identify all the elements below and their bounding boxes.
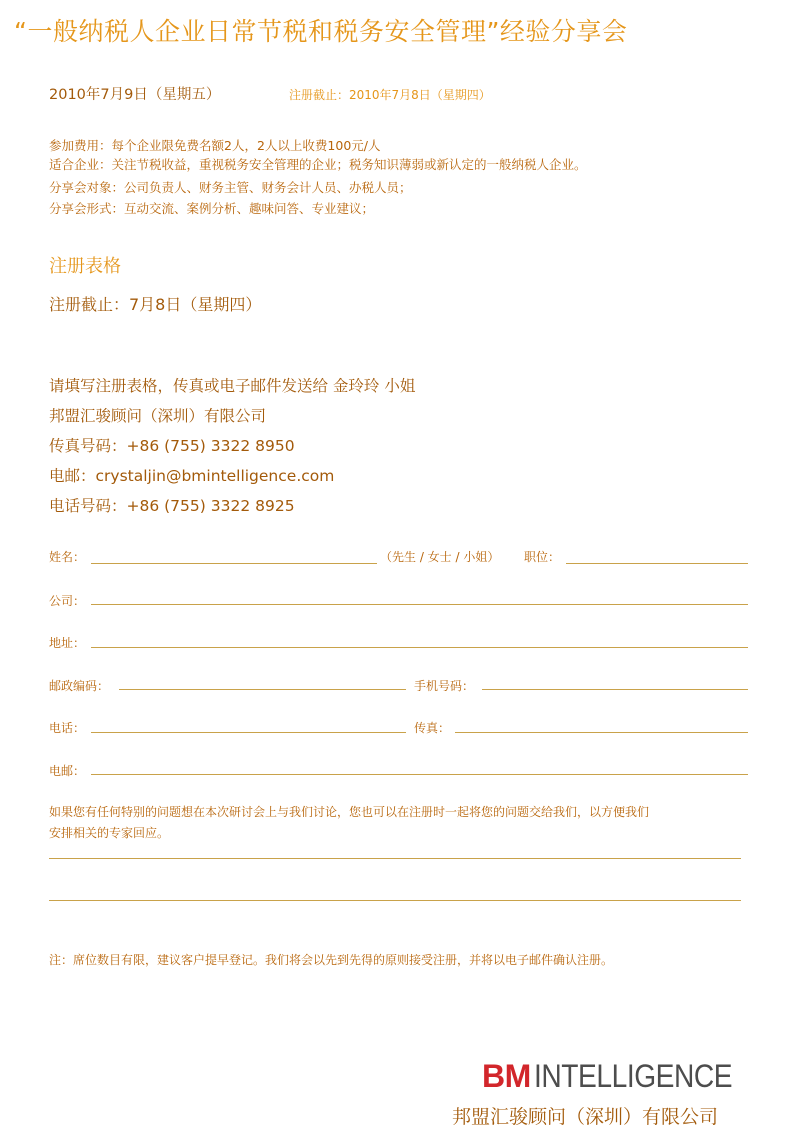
contact-email: 电邮：crystaljin@bmintelligence.com — [49, 467, 335, 485]
registration-deadline-header: 注册截止：2010年7月8日（星期四） — [289, 88, 491, 102]
registration-deadline: 注册截止：7月8日（星期四） — [49, 295, 262, 314]
contact-phone: 电话号码：+86 (755) 3322 8925 — [49, 497, 295, 515]
position-field[interactable] — [566, 563, 748, 564]
fax-label: 传真： — [414, 721, 451, 735]
mobile-field[interactable] — [482, 689, 748, 690]
salutation-label: （先生 / 女士 / 小姐） — [380, 550, 500, 564]
address-field[interactable] — [91, 647, 748, 648]
company-field[interactable] — [91, 604, 748, 605]
postcode-field[interactable] — [119, 689, 406, 690]
tel-field[interactable] — [91, 732, 406, 733]
logo-intelligence: INTELLIGENCE — [533, 1058, 732, 1094]
address-label: 地址： — [49, 636, 86, 650]
questions-text-line1: 如果您有任何特别的问题想在本次研讨会上与我们讨论，您也可以在注册时一起将您的问题交给我们，以方便我们 — [49, 805, 650, 819]
postcode-label: 邮政编码： — [49, 679, 110, 693]
email-field[interactable] — [91, 774, 748, 775]
info-fee: 参加费用：每个企业限免费名额2人，2人以上收费100元/人 — [49, 138, 381, 153]
contact-fax: 传真号码：+86 (755) 3322 8950 — [49, 437, 295, 455]
section-title-registration: 注册表格 — [49, 256, 121, 277]
fax-field[interactable] — [455, 732, 748, 733]
seat-note: 注：席位数目有限，建议客户提早登记。我们将会以先到先得的原则接受注册，并将以电子邮件确认注册。 — [49, 953, 614, 967]
info-suitable: 适合企业：关注节税收益，重视税务安全管理的企业；税务知识薄弱或新认定的一般纳税人企业。 — [49, 157, 587, 172]
contact-instruction: 请填写注册表格，传真或电子邮件发送给 金玲玲 小姐 — [49, 377, 416, 395]
tel-label: 电话： — [49, 721, 86, 735]
email-label: 电邮： — [49, 764, 86, 778]
info-audience: 分享会对象：公司负责人、财务主管、财务会计人员、办税人员； — [49, 180, 412, 195]
footer-company: 邦盟汇骏顾问（深圳）有限公司 — [452, 1106, 719, 1128]
questions-text-line2: 安排相关的专家回应。 — [49, 826, 170, 840]
contact-company: 邦盟汇骏顾问（深圳）有限公司 — [49, 407, 267, 425]
bm-intelligence-logo — [482, 1058, 759, 1095]
questions-field-line1[interactable] — [49, 858, 741, 859]
event-date: 2010年7月9日（星期五） — [49, 87, 221, 103]
mobile-label: 手机号码： — [414, 679, 475, 693]
questions-field-line2[interactable] — [49, 900, 741, 901]
name-label: 姓名： — [49, 550, 86, 564]
name-field[interactable] — [91, 563, 377, 564]
position-label: 职位： — [524, 550, 561, 564]
logo-bm: BM — [482, 1058, 531, 1094]
info-format: 分享会形式：互动交流、案例分析、趣味问答、专业建议； — [49, 201, 375, 216]
page-title: “一般纳税人企业日常节税和税务安全管理”经验分享会 — [14, 17, 628, 46]
company-label: 公司： — [49, 594, 86, 608]
